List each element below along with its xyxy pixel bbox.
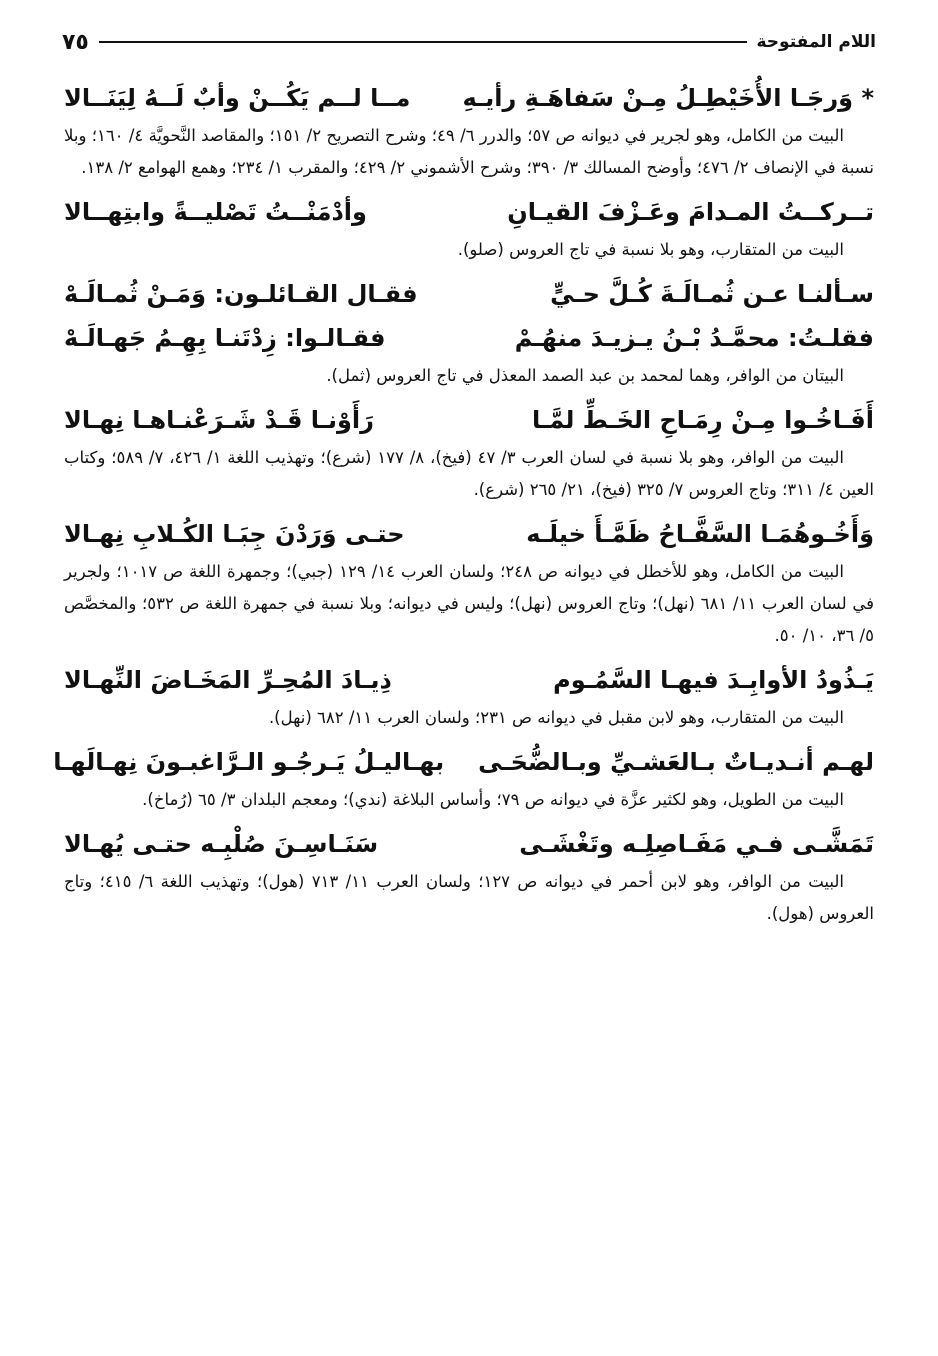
verse-line <box>62 190 876 234</box>
verse-line <box>62 822 876 866</box>
verse-line <box>62 272 876 316</box>
second-hemistich: فقـالـوا: زِدْتَنـا بِهِـمُ جَهـالَـهْ <box>64 324 386 352</box>
verse-line <box>62 398 876 442</box>
poetry-entry <box>62 822 876 930</box>
first-hemistich: أَفَـاخُـوا مِـنْ رِمَـاحِ الخَـطِّ لمَّـا <box>532 406 874 434</box>
first-hemistich: تــركــتُ المـدامَ وعَـزْفَ القيـانِ <box>507 198 874 226</box>
second-hemistich: ذِيـادَ المُحِـرِّ المَخَـاضَ النِّهـالا <box>64 666 392 694</box>
verse-line <box>62 76 876 120</box>
poetry-entry <box>62 398 876 506</box>
poetry-entry <box>62 76 876 184</box>
citation-note: البيت من الوافر، وهو لابن أحمر في ديوانه ص ١٢٧؛ ولسان العرب ١١/ ٧١٣ (هول)؛ وتهذيب اللغة ٦/ ٤١٥؛ وتاج العروس (هول). <box>64 872 874 923</box>
citation-note: البيتان من الوافر، وهما لمحمد بن عبد الصمد المعذل في تاج العروس (ثمل). <box>326 366 844 385</box>
first-hemistich: فقلـتُ: محمَّـدُ بْـنُ يـزيـدَ منهُـمْ <box>514 324 874 352</box>
citation-note: البيت من الطويل، وهو لكثير عزَّة في ديوانه ص ٧٩؛ وأساس البلاغة (ندي)؛ ومعجم البلدان ٣/ ٦٥ (رُماخ). <box>142 790 844 809</box>
citation-note: البيت من المتقارب، وهو لابن مقبل في ديوانه ص ٢٣١؛ ولسان العرب ١١/ ٦٨٢ (نهل). <box>268 708 844 727</box>
citation-note: البيت من الوافر، وهو بلا نسبة في لسان العرب ٣/ ٤٧ (فيخ)، ٨/ ١٧٧ (شرع)؛ وتهذيب اللغة ١/ ٤٢٦، ٧/ ٥٨٩؛ وكتاب العين ٤/ ٣١١؛ وتاج العروس ٧/ ٣٢٥ (فيخ)، ٢١/ ٢٦٥ (شرع). <box>64 448 874 499</box>
running-header <box>62 20 876 64</box>
citation-note: البيت من الكامل، وهو للأخطل في ديوانه ص ٢٤٨؛ ولسان العرب ١٤/ ١٢٩ (جبي)؛ وجمهرة اللغة ص ١٠١٧؛ ولجرير في لسان العرب ١١/ ٦٨١ (نهل)؛ وتاج العروس (نهل)؛ وليس في ديوانه؛ وبلا نسبة في جمهرة اللغة ص ٥٣٢؛ والمخصَّص ٥/ ٣٦، ١٠/ ٥٠. <box>64 562 874 645</box>
book-page <box>53 20 876 936</box>
verse-line <box>62 316 876 360</box>
first-hemistich: يَـذُودُ الأوابِـدَ فيهـا السَّمُـوم <box>553 666 874 694</box>
second-hemistich: بهـاليـلُ يَـرجُـو الـرَّاغبـونَ نِهـالَهـا <box>53 748 445 776</box>
first-hemistich: تَمَشَّـى فـي مَفَـاصِلِـه وتَغْشَـى <box>519 830 874 858</box>
first-hemistich: وَأَخُـوهُمَـا السَّفَّـاحُ ظَمَّـأَ خيلَـه <box>526 520 874 548</box>
verse-line <box>62 512 876 556</box>
second-hemistich: مــا لــم يَكُــنْ وأبٌ لَــهُ لِيَنَــالا <box>64 84 411 112</box>
second-hemistich: رَأَوْنـا قَـدْ شَـرَعْنـاهـا نِهـالا <box>64 406 374 434</box>
second-hemistich: حتـى وَرَدْنَ جِبَـا الكُـلابِ نِهـالا <box>64 520 405 548</box>
first-hemistich: * وَرجَـا الأُخَيْطِـلُ مِـنْ سَفاهَـةِ رأيـهِ <box>462 84 874 112</box>
citation-note: البيت من المتقارب، وهو بلا نسبة في تاج العروس (صلو). <box>457 240 844 259</box>
page-number: ٧٥ <box>62 29 89 55</box>
verse-line <box>62 658 876 702</box>
citation-note: البيت من الكامل، وهو لجرير في ديوانه ص ٥٧؛ والدرر ٦/ ٤٩؛ وشرح التصريح ٢/ ١٥١؛ والمقاصد النَّحويَّة ٤/ ١٦٠؛ وبلا نسبة في الإنصاف ٢/ ٤٧٦؛ وأوضح المسالك ٣/ ٣٩٠؛ وشرح الأشموني ٢/ ٤٢٩؛ والمقرب ١/ ٢٣٤؛ وهمع الهوامع ٢/ ١٣٨. <box>64 126 874 177</box>
header-rule <box>99 41 747 43</box>
poetry-entry <box>53 740 876 816</box>
second-hemistich: وأدْمَنْــتُ تَصْليــةً وابتِهــالا <box>64 198 367 226</box>
first-hemistich: لهـم أنـديـاتٌ بـالعَشـيِّ وبـالضُّحَـى <box>478 748 874 776</box>
poetry-entry <box>62 190 876 266</box>
first-hemistich: سـألنـا عـن ثُمـالَـةَ كُـلَّ حـيٍّ <box>550 280 874 308</box>
chapter-title: اللام المفتوحة <box>756 32 876 52</box>
second-hemistich: سَنَـاسِـنَ صُلْبِـه حتـى يُهـالا <box>64 830 379 858</box>
verse-line <box>53 740 876 784</box>
poetry-entry <box>62 658 876 734</box>
poetry-entry <box>62 512 876 652</box>
second-hemistich: فقـال القـائلـون: وَمَـنْ ثُمـالَـهْ <box>64 280 418 308</box>
poetry-entry <box>62 272 876 392</box>
